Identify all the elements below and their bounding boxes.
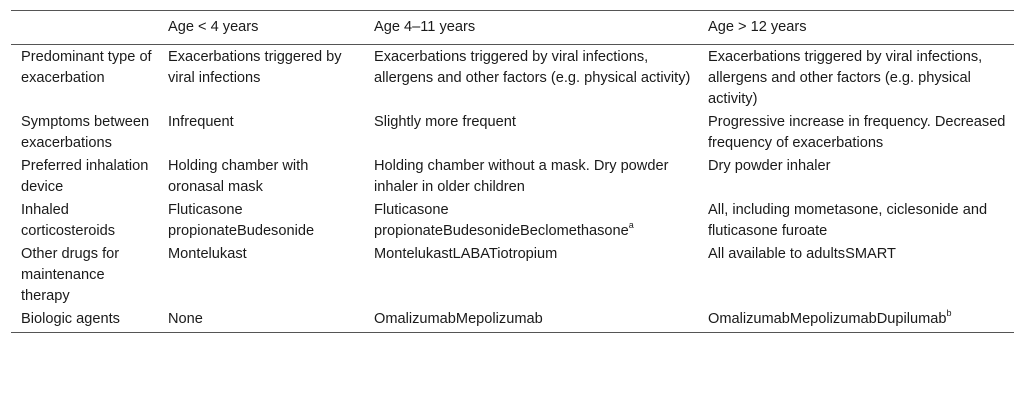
cell-text: Fluticasone propionateBudesonideBeclomethasone bbox=[374, 202, 629, 239]
table-cell bbox=[364, 110, 698, 154]
table-row bbox=[11, 45, 1014, 111]
cell-text: OmalizumabMepolizumabDupilumab bbox=[708, 311, 947, 327]
table-cell bbox=[698, 307, 1014, 333]
header-cell-age-under-4: Age < 4 years bbox=[168, 19, 259, 35]
table-row bbox=[11, 242, 1014, 307]
cell-text: OmalizumabMepolizumab bbox=[374, 311, 543, 327]
cell-text: Holding chamber without a mask. Dry powder inhaler in older children bbox=[374, 158, 669, 195]
table-cell bbox=[158, 154, 364, 198]
table-cell bbox=[364, 154, 698, 198]
cell-text: All available to adultsSMART bbox=[708, 246, 896, 262]
cell-text: Infrequent bbox=[168, 114, 234, 130]
table-cell bbox=[364, 45, 698, 111]
table-cell bbox=[698, 198, 1014, 242]
asthma-age-comparison-table bbox=[11, 10, 1014, 333]
table-row bbox=[11, 110, 1014, 154]
cell-text: All, including mometasone, ciclesonide and fluticasone furoate bbox=[708, 202, 988, 239]
table-cell bbox=[158, 45, 364, 111]
cell-text: Exacerbations triggered by viral infections, allergens and other factors (e.g. physical activity) bbox=[708, 49, 983, 107]
table-cell bbox=[158, 110, 364, 154]
table-cell bbox=[364, 242, 698, 307]
table-cell bbox=[158, 198, 364, 242]
cell-text: Slightly more frequent bbox=[374, 114, 516, 130]
row-label: Preferred inhalation device bbox=[21, 158, 149, 195]
table-row bbox=[11, 198, 1014, 242]
table-cell bbox=[698, 45, 1014, 111]
header-row bbox=[11, 11, 1014, 45]
table-cell bbox=[158, 242, 364, 307]
footnote-marker: a bbox=[628, 220, 634, 231]
cell-text: Exacerbations triggered by viral infections bbox=[168, 49, 342, 86]
comparison-table-container bbox=[11, 10, 1014, 333]
cell-text: Progressive increase in frequency. Decreased frequency of exacerbations bbox=[708, 114, 1006, 151]
header-cell-age-over-12: Age > 12 years bbox=[708, 19, 807, 35]
cell-text: Dry powder inhaler bbox=[708, 158, 831, 174]
row-label: Symptoms between exacerbations bbox=[21, 114, 150, 151]
table-cell bbox=[698, 154, 1014, 198]
table-row bbox=[11, 307, 1014, 333]
cell-text: Exacerbations triggered by viral infections, allergens and other factors (e.g. physical activity) bbox=[374, 49, 691, 86]
table-cell bbox=[364, 307, 698, 333]
header-cell-age-4-11: Age 4–11 years bbox=[374, 19, 476, 35]
cell-text: Fluticasone propionateBudesonide bbox=[168, 202, 315, 239]
table-row bbox=[11, 154, 1014, 198]
footnote-marker: b bbox=[946, 308, 952, 319]
row-label: Biologic agents bbox=[21, 311, 120, 327]
cell-text: None bbox=[168, 311, 203, 327]
table-cell bbox=[698, 242, 1014, 307]
table-cell bbox=[698, 110, 1014, 154]
row-label: Other drugs for maintenance therapy bbox=[21, 246, 120, 304]
cell-text: Montelukast bbox=[168, 246, 247, 262]
table-cell bbox=[364, 198, 698, 242]
row-label: Predominant type of exacerbation bbox=[21, 49, 152, 86]
table-cell bbox=[158, 307, 364, 333]
header-cell-empty bbox=[11, 11, 158, 45]
row-label: Inhaled corticosteroids bbox=[21, 202, 116, 239]
cell-text: Holding chamber with oronasal mask bbox=[168, 158, 309, 195]
cell-text: MontelukastLABATiotropium bbox=[374, 246, 558, 262]
